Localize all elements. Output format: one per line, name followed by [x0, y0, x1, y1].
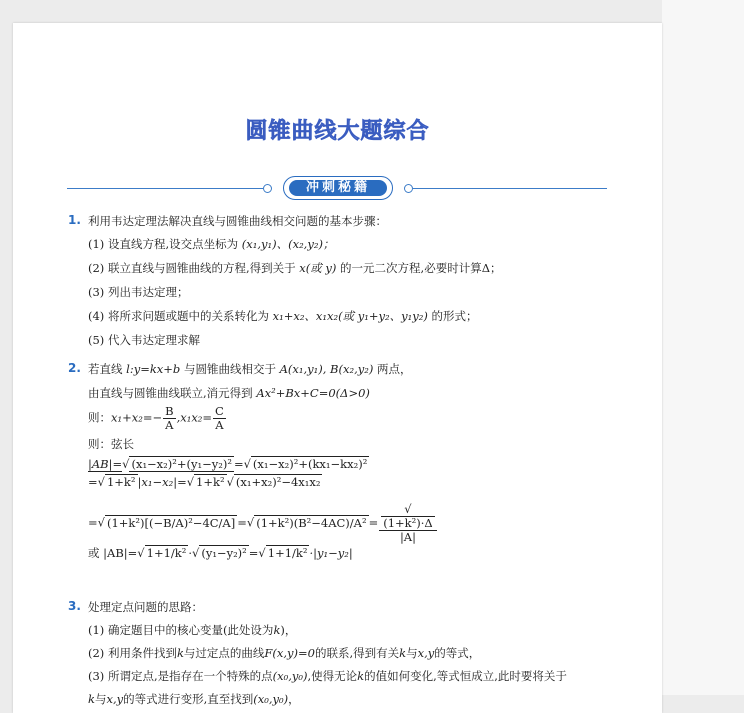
idea-3-continued: k与x,y的等式进行变形,直至找到(x₀,y₀)， — [88, 692, 300, 706]
fraction: $\frac{C}{A}$ — [215, 404, 224, 432]
item-text: 利用韦达定理法解决直线与圆锥曲线相交问题的基本步骤： — [88, 214, 387, 228]
idea-2: (2) 利用条件找到k与过定点的曲线F(x,y)=0的联系,得到有关k与x,y的等式， — [88, 646, 481, 660]
section-banner — [67, 176, 607, 202]
document-page: 圆锥曲线大题综合 冲刺秘籍 1. 利用韦达定理法解决直线与圆锥曲线相交问题的基本步骤： (1) 设直线方程,设交点坐标为 (x₁,y₁)、(x₂,y₂)； (2) 联立直线与圆锥曲线的方程,得到关于 x(或 y) 的一元二次方程,必要时计算Δ； (3) 列出韦达定理； (4) 将所求问题或题中的关系转化为 x₁+x₂、x₁x₂(或 y₁+y₂、y₁y₂) 的形式； (5) 代入韦达定理求解 2. 若直线 l:y=kx+b 与圆锥曲线相交于 A(x₁,y₁), B(x₂,y₂) 两点， 由直线与圆锥曲线联立,消元得到 Ax²+Bx+C=0(Δ>0) 则：x₁+x₂=− $\frac{B}{A}$ ,x₁x₂= $\frac{C}{A}$ 则：弦长 |AB|=√ (x₁−x₂)²+(y₁−y₂)² =√ (x₁−x₂)²+(kx₁−kx₂)² =√ 1+k² |x₁−x₂|=√ 1+k² √ (x₁+x₂)²−4x₁x₂ =√ (1+k²)[(−B/A)²−4C/A] =√ (1+k²)(B²−4AC)/A² = √ (1+k²)·Δ |A| 或 |AB|=√ 1+1/k² ·√ (y₁−y₂)² =√ 1+1/k² ·|y₁−y₂| 3. 处理定点问题的思路： (1) 确定题目中的核心变量(此处设为k)， (2) 利用条件找到k与过定点的曲线F(x,y)=0的联系,得到有关k与x,y的等式， (3) 所谓定点,是指存在一个特殊的点(x₀,y₀),使得无论k的值如何变化,等式恒成立,此时要将关于 k与x,y的等式进行变形,直至找到(x₀,y₀)， — [13, 23, 662, 713]
step-4: (4) 将所求问题或题中的关系转化为 x₁+x₂、x₁x₂(或 y₁+y₂、y₁y₂) 的形式； — [88, 309, 478, 323]
banner-label: 冲刺秘籍 — [289, 180, 387, 196]
step-3: (3) 列出韦达定理； — [88, 285, 189, 299]
idea-3: (3) 所谓定点,是指存在一个特殊的点(x₀,y₀),使得无论k的值如何变化,等式恒成立,此时要将关于 — [88, 669, 567, 683]
chord-formula-2: =√ 1+k² |x₁−x₂|=√ 1+k² √ (x₁+x₂)²−4x₁x₂ — [88, 475, 321, 489]
banner-right-dot — [404, 184, 413, 193]
formula-line: 由直线与圆锥曲线联立,消元得到 Ax²+Bx+C=0(Δ>0) — [88, 386, 370, 400]
fraction: √ (1+k²)·Δ |A| — [379, 503, 436, 544]
viewer-background-gutter — [662, 0, 744, 695]
item-number: 1. — [68, 213, 81, 227]
idea-1: (1) 确定题目中的核心变量(此处设为k)， — [88, 623, 297, 637]
fraction: $\frac{B}{A}$ — [165, 404, 174, 432]
item-number: 3. — [68, 599, 81, 613]
chord-length-label: 则：弦长 — [88, 437, 134, 451]
step-5: (5) 代入韦达定理求解 — [88, 333, 200, 347]
step-1: (1) 设直线方程,设交点坐标为 (x₁,y₁)、(x₂,y₂)； — [88, 237, 335, 251]
chord-formula-3: =√ (1+k²)[(−B/A)²−4C/A] =√ (1+k²)(B²−4AC)/A² = √ (1+k²)·Δ |A| — [88, 503, 438, 544]
item-number: 2. — [68, 361, 81, 375]
banner-right-line — [413, 188, 607, 189]
banner-left-line — [67, 188, 263, 189]
banner-left-dot — [263, 184, 272, 193]
chord-formula-4: 或 |AB|=√ 1+1/k² ·√ (y₁−y₂)² =√ 1+1/k² ·|y₁−y₂| — [88, 546, 353, 560]
chord-formula-1: |AB|=√ (x₁−x₂)²+(y₁−y₂)² =√ (x₁−x₂)²+(kx₁−kx₂)² — [88, 457, 368, 471]
step-2: (2) 联立直线与圆锥曲线的方程,得到关于 x(或 y) 的一元二次方程,必要时计算Δ； — [88, 261, 502, 275]
page-title: 圆锥曲线大题综合 — [245, 119, 430, 144]
banner-pill — [283, 176, 393, 200]
item-text: 处理定点问题的思路： — [88, 600, 203, 614]
vieta-formula: 则：x₁+x₂=− $\frac{B}{A}$ ,x₁x₂= $\frac{C}{A}$ — [88, 404, 224, 432]
